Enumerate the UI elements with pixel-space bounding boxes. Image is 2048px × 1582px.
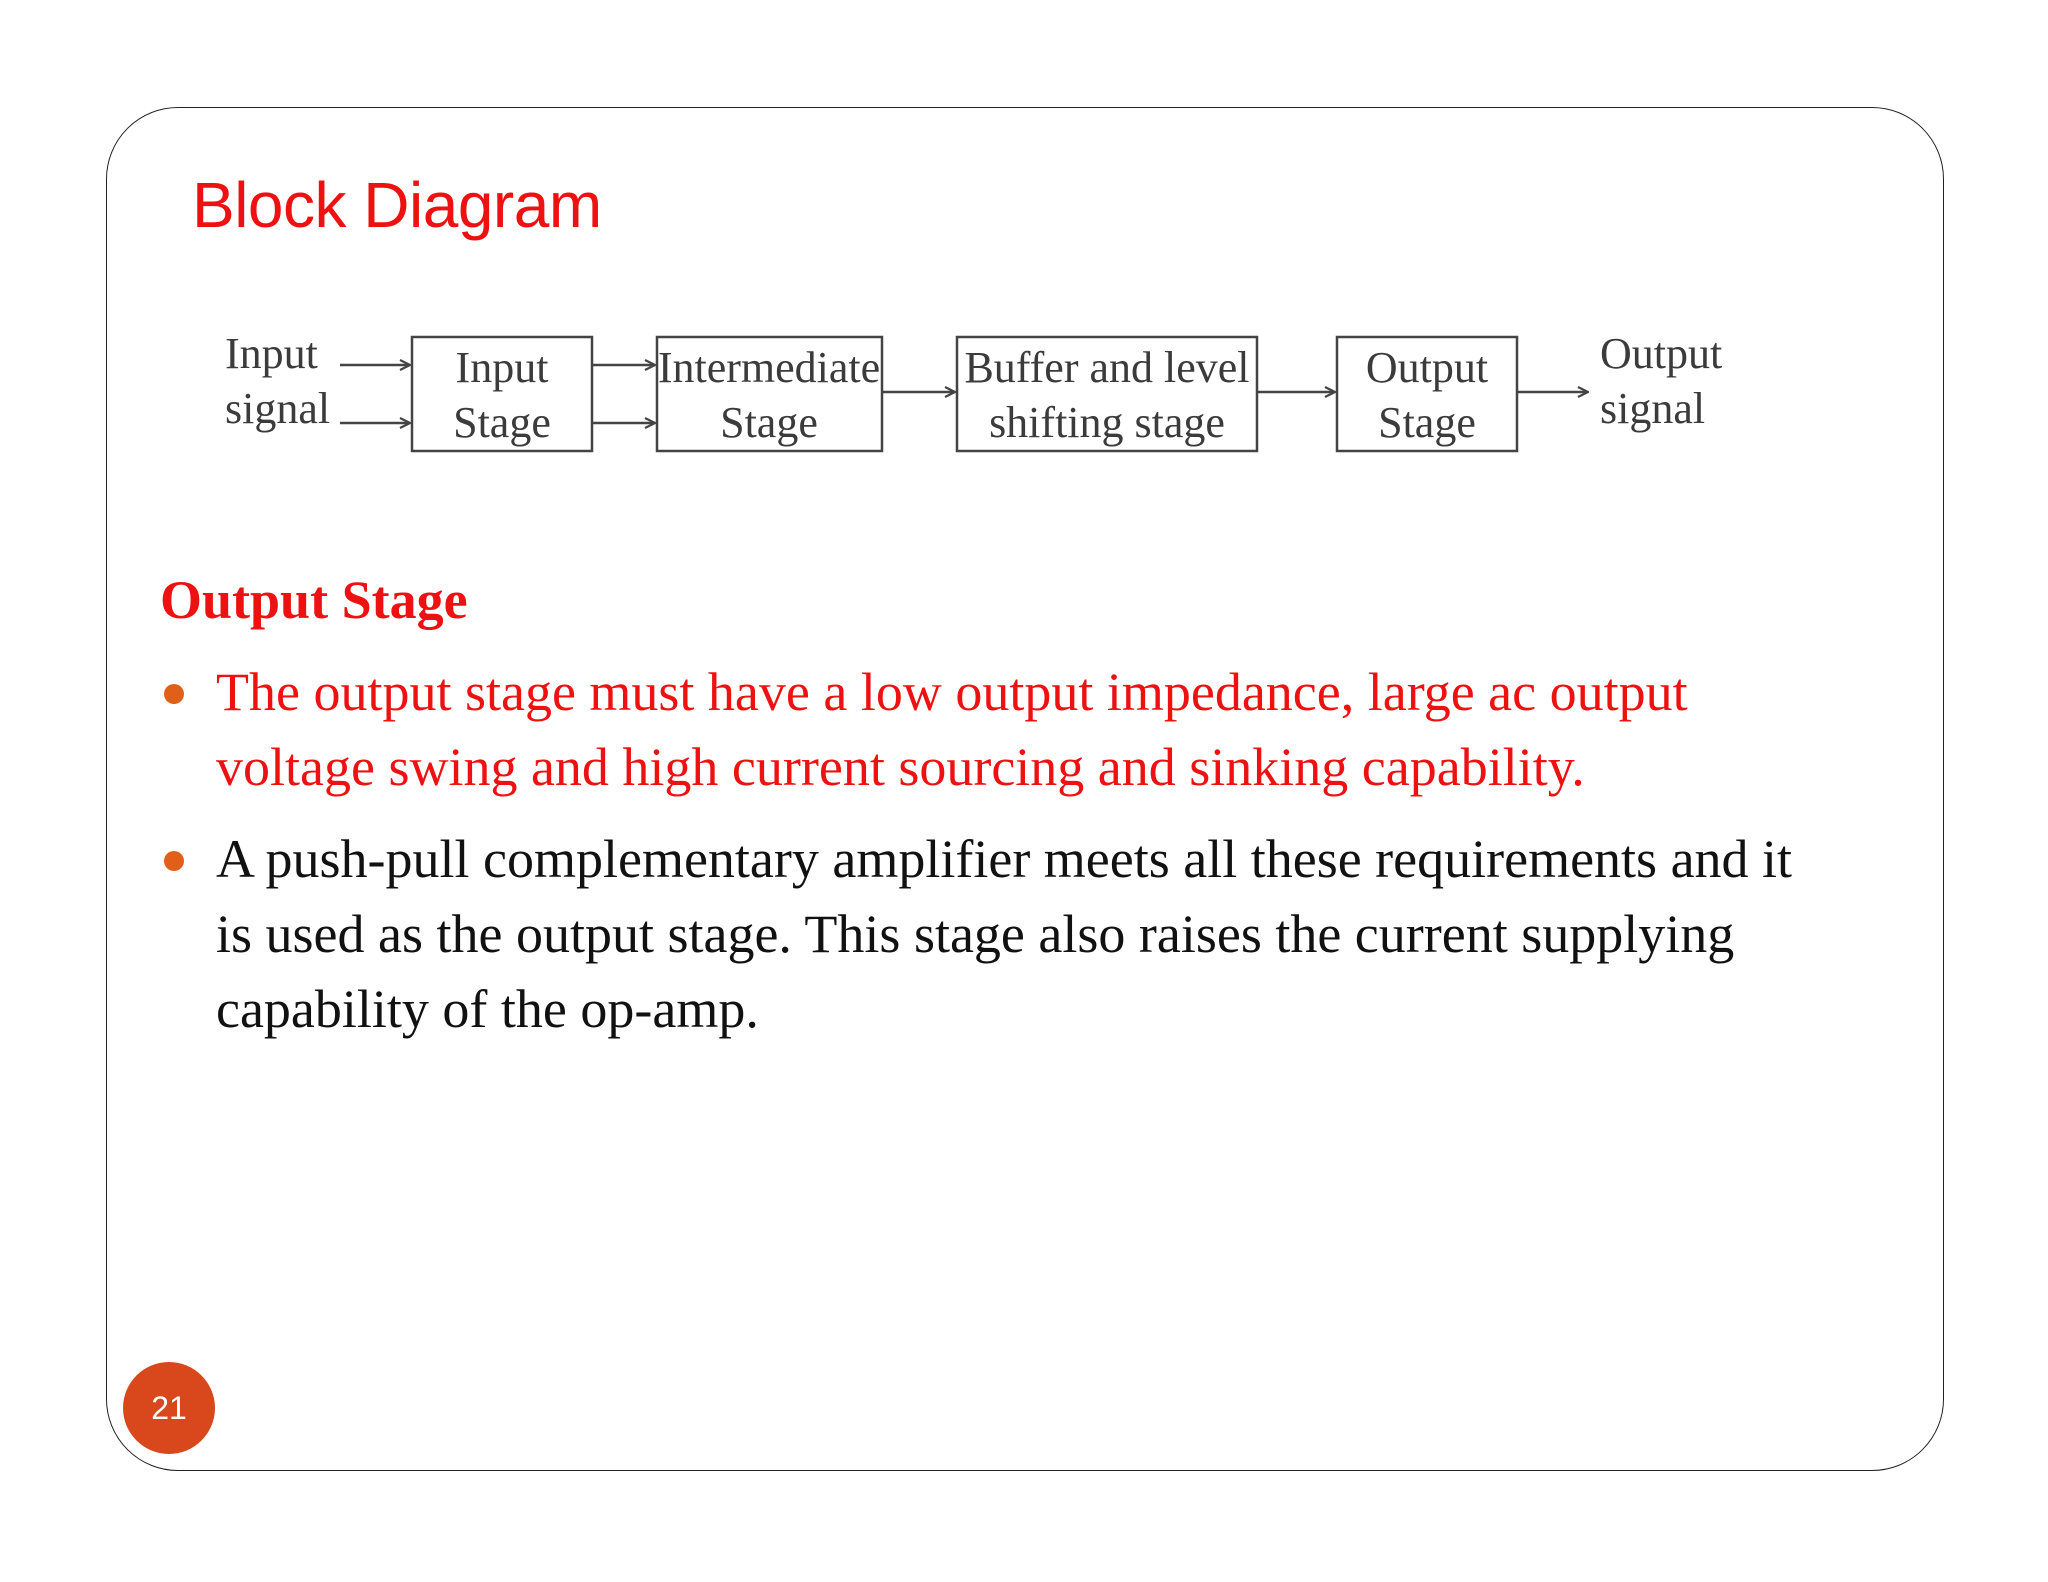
block-buffer-line2: shifting stage (989, 398, 1225, 447)
block-intermediate-stage-line2: Stage (720, 398, 818, 447)
block-input-stage-line2: Stage (453, 398, 551, 447)
page-number-badge: 21 (123, 1362, 215, 1454)
output-signal-label-line1: Output (1600, 329, 1723, 378)
section-heading: Output Stage (160, 570, 468, 630)
block-output-stage-line2: Stage (1378, 398, 1476, 447)
bullet-dot-icon (164, 851, 184, 871)
bullet-dot-icon (164, 684, 184, 704)
block-input-stage-line1: Input (455, 343, 549, 392)
bullet-item-push-pull (160, 822, 1820, 1047)
block-diagram-svg (200, 320, 1740, 480)
block-diagram (200, 320, 1740, 480)
slide-title: Block Diagram (192, 169, 602, 241)
input-signal-label-line1: Input (225, 329, 318, 378)
bullet-item-output-impedance (160, 655, 1820, 805)
bullet-text: The output stage must have a low output impedance, large ac output voltage swing and high current sourcing and sinking capability. (216, 662, 1688, 797)
bullet-text: A push-pull complementary amplifier meets all these requirements and it is used as the output stage. This stage also raises the current supplying capability of the op-amp. (216, 829, 1793, 1039)
block-output-stage-line1: Output (1365, 343, 1489, 392)
block-buffer-line1: Buffer and level (964, 343, 1250, 392)
block-intermediate-stage-line1: Intermediate (657, 343, 881, 392)
output-signal-label-line2: signal (1600, 384, 1706, 433)
input-signal-label-line2: signal (225, 384, 331, 433)
bullet-list (160, 655, 1820, 1064)
